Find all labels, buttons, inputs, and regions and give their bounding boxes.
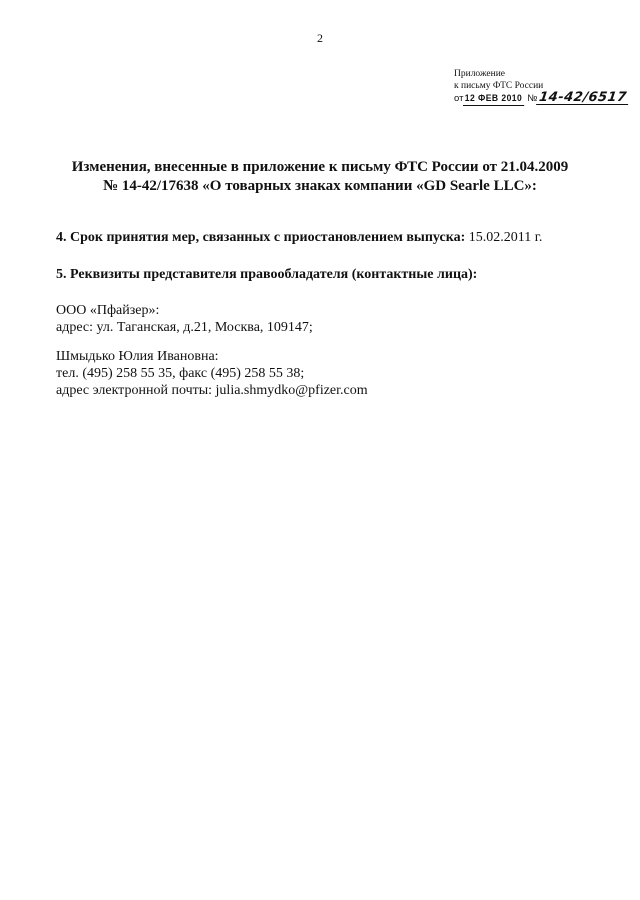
company-contact-block <box>56 302 616 336</box>
section-4-label: 4. Срок принятия мер, связанных с приостановлением выпуска: <box>56 230 466 245</box>
appendix-from-label: от <box>454 93 464 104</box>
appendix-header <box>454 69 629 106</box>
section-5-representative-details <box>56 266 616 283</box>
document-title <box>40 158 600 196</box>
handwritten-registration-number: 14-42/6517 <box>538 90 629 105</box>
company-address: адрес: ул. Таганская, д.21, Москва, 109147; <box>56 320 313 335</box>
document-title-line-2: № 14-42/17638 «О товарных знаках компании «GD Searle LLC»: <box>103 178 537 194</box>
contact-phones: тел. (495) 258 55 35, факс (495) 258 55 38; <box>56 366 305 381</box>
appendix-label: Приложение <box>454 69 505 79</box>
document-title-line-1: Изменения, внесенные в приложение к письму ФТС России от 21.04.2009 <box>71 159 569 175</box>
appendix-number-label: № <box>527 93 538 104</box>
page-number: 2 <box>317 31 323 45</box>
company-name: ООО «Пфайзер»: <box>56 303 160 318</box>
appendix-reference: к письму ФТС России <box>454 80 544 91</box>
contact-person-name: Шмыдько Юлия Ивановна: <box>56 349 219 364</box>
section-5-label: 5. Реквизиты представителя правообладателя (контактные лица): <box>56 267 478 282</box>
contact-person-block <box>56 348 616 399</box>
section-4-release-suspension-term <box>56 229 616 246</box>
registration-date-stamp: 12 ФЕВ 2010 <box>465 93 523 104</box>
appendix-stamp-line <box>454 90 629 106</box>
section-4-value: 15.02.2011 г. <box>468 230 543 245</box>
contact-email: адрес электронной почты: julia.shmydko@pfizer.com <box>56 383 368 398</box>
